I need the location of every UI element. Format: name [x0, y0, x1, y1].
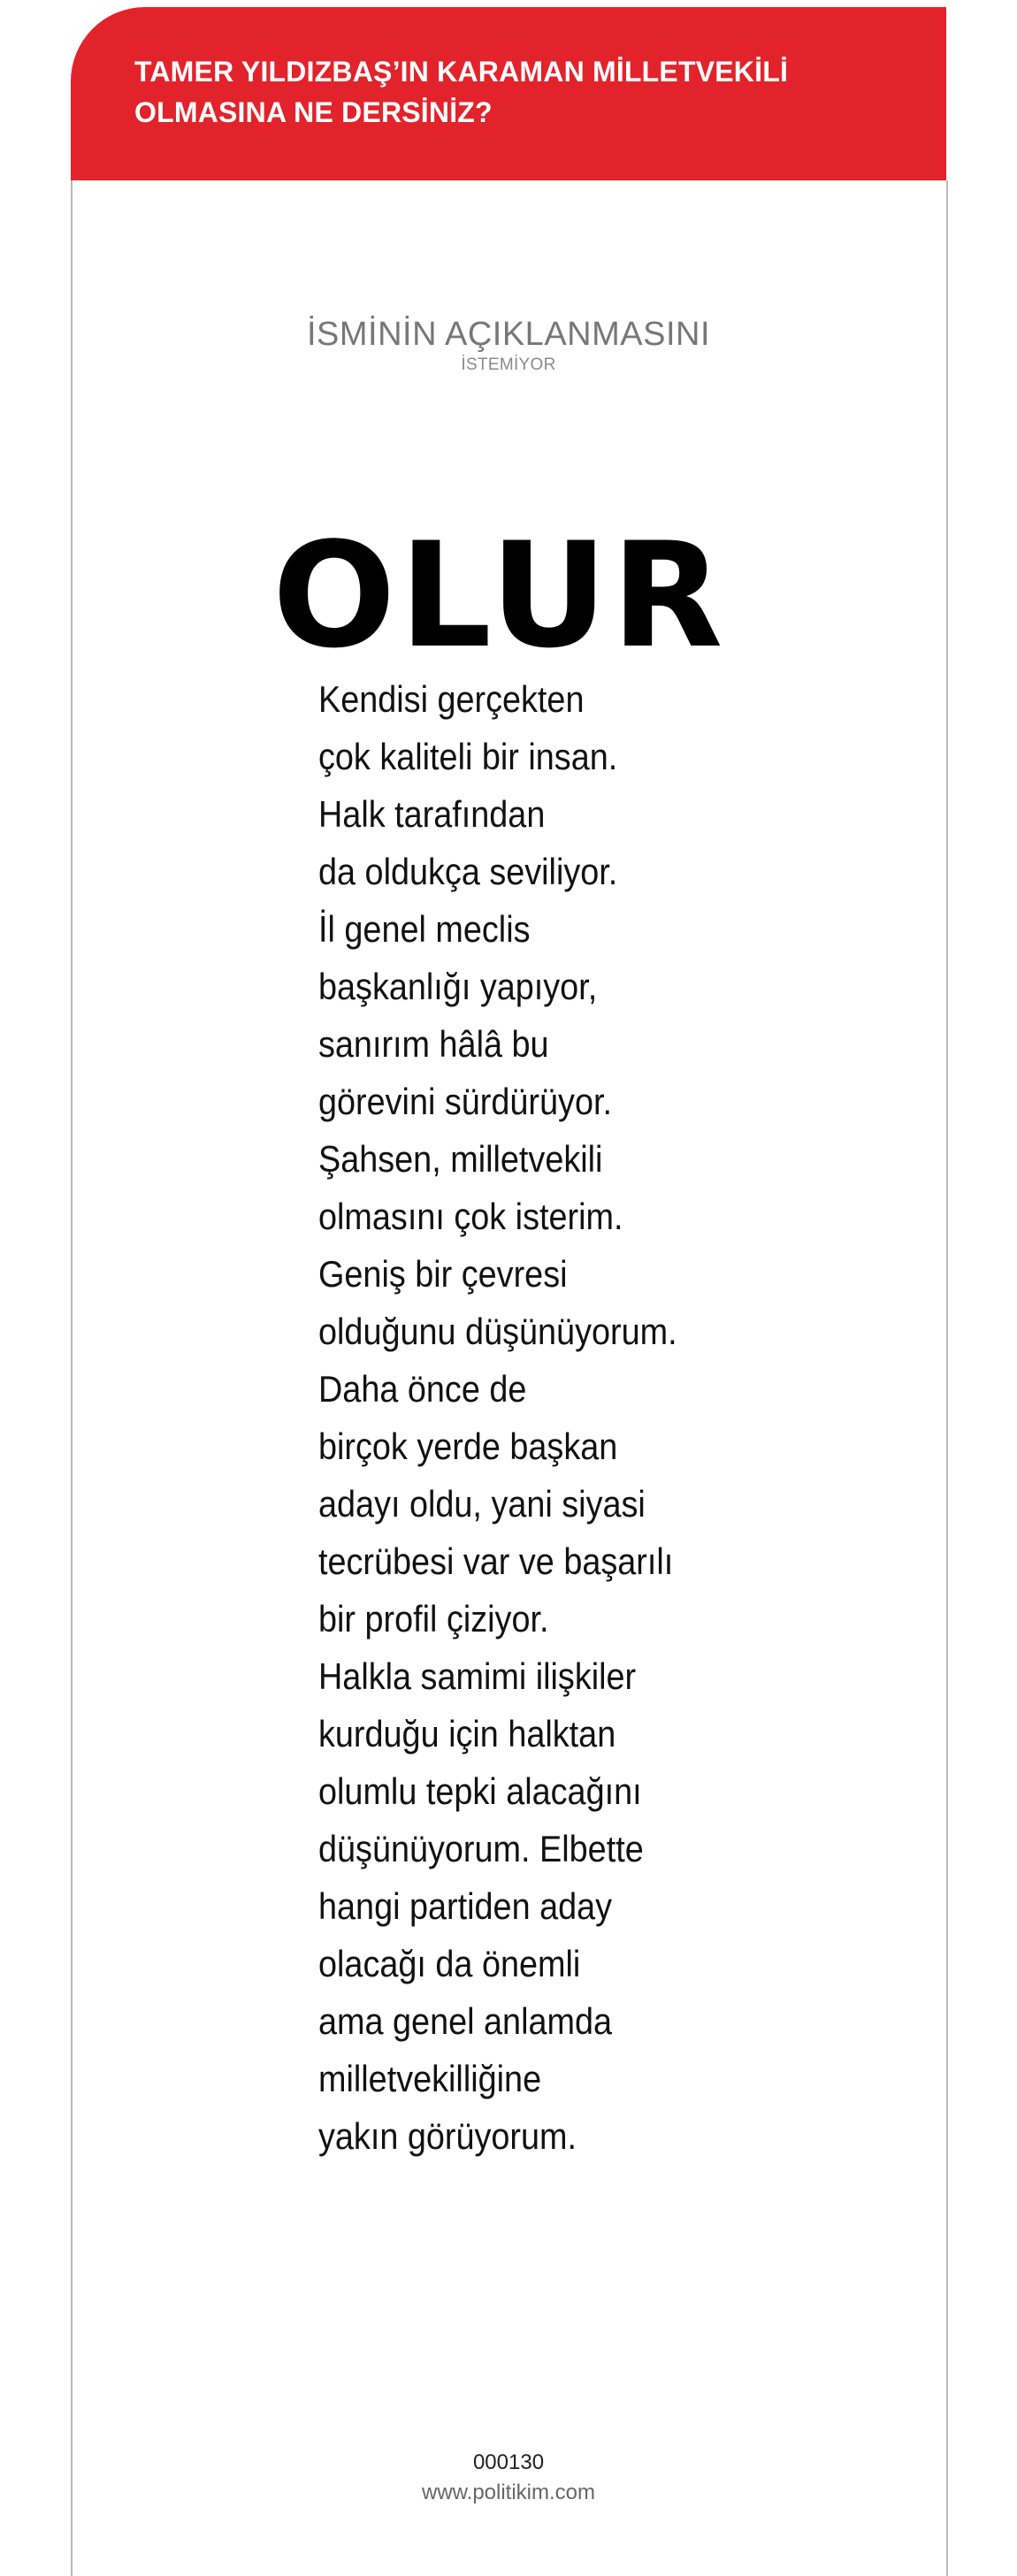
body-line: olmasını çok isterim.	[318, 1196, 623, 1237]
body-line: hangi partiden aday	[318, 1885, 613, 1927]
body-line: olduğunu düşünüyorum.	[318, 1311, 677, 1352]
body-line: yakın görüyorum.	[318, 2115, 577, 2157]
body-line: kurduğu için halktan	[318, 1713, 616, 1754]
body-line: ama genel anlamda	[318, 2000, 613, 2042]
body-line: Halkla samimi ilişkiler	[318, 1655, 637, 1697]
question-header	[71, 7, 946, 180]
footer	[0, 2448, 1017, 2508]
body-line: başkanlığı yapıyor,	[318, 966, 598, 1007]
body-line: milletvekilliğine	[318, 2058, 542, 2099]
question-title-line-2: OLMASINA NE DERSİNİZ?	[134, 96, 493, 128]
body-line: düşünüyorum. Elbette	[318, 1828, 644, 1869]
body-line: olacağı da önemli	[318, 1943, 581, 1984]
body-line: İl genel meclis	[318, 908, 531, 950]
respondent-info	[0, 314, 1017, 376]
body-line: Geniş bir çevresi	[318, 1253, 568, 1295]
body-line: sanırım hâlâ bu	[318, 1023, 549, 1065]
body-line: Daha önce de	[318, 1368, 527, 1410]
body-line: Halk tarafından	[318, 793, 546, 835]
respondent-name: İSMİNİN AÇIKLANMASINI	[306, 316, 711, 353]
body-line: olumlu tepki alacağını	[318, 1770, 642, 1812]
body-line: Şahsen, milletvekili	[318, 1138, 603, 1180]
respondent-status: İSTEMİYOR	[461, 355, 556, 374]
body-line: çok kaliteli bir insan.	[318, 736, 618, 777]
body-line: da oldukça seviliyor.	[318, 851, 618, 892]
answer-explanation	[318, 670, 814, 2165]
answer-headline: OLUR	[272, 511, 727, 680]
question-title-line-1: TAMER YILDIZBAŞ’IN KARAMAN MİLLETVEKİLİ	[134, 56, 789, 88]
survey-id: 000130	[472, 2450, 545, 2474]
body-line: bir profil çiziyor.	[318, 1598, 549, 1640]
body-line: görevini sürdürüyor.	[318, 1081, 612, 1122]
body-line: birçok yerde başkan	[318, 1426, 618, 1467]
body-line: tecrübesi var ve başarılı	[318, 1540, 674, 1582]
website-link[interactable]: www.politikim.com	[421, 2480, 596, 2504]
body-line: Kendisi gerçekten	[318, 678, 585, 720]
body-line: adayı oldu, yani siyasi	[318, 1483, 646, 1525]
